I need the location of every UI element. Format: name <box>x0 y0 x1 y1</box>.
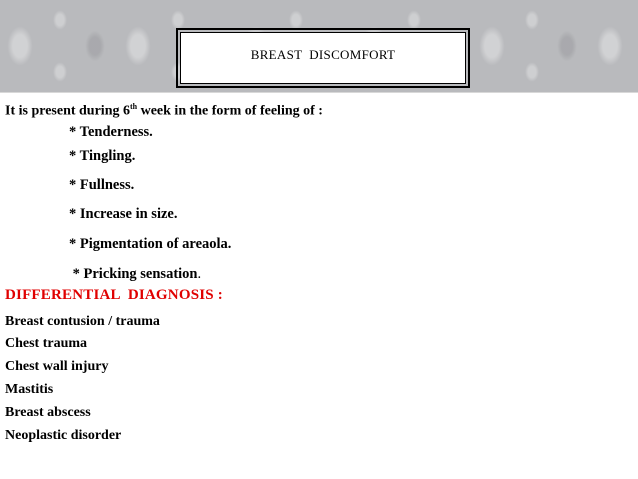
symptom-bullet-tingling: * Tingling. <box>69 148 136 164</box>
slide-title: BREAST DISCOMFORT <box>250 47 396 62</box>
symptom-bullet-fullness: * Fullness. <box>69 177 135 193</box>
pricking-text: * Pricking sensation <box>69 266 198 282</box>
differential-diagnosis-heading: DIFFERENTIAL DIAGNOSIS : <box>5 287 223 303</box>
diagnosis-item: Breast contusion / trauma <box>5 314 160 329</box>
symptom-bullet-pigmentation: * Pigmentation of areaola. <box>69 236 232 252</box>
pricking-period: . <box>197 266 202 282</box>
intro-text-end: week in the form of feeling of : <box>137 103 323 119</box>
diagnosis-item: Chest wall injury <box>5 359 109 374</box>
symptom-bullet-tenderness: * Tenderness. <box>69 124 153 140</box>
intro-superscript: th <box>129 102 138 111</box>
symptom-bullet-size: * Increase in size. <box>69 206 178 222</box>
diagnosis-item: Chest trauma <box>5 336 88 351</box>
diagnosis-item: Mastitis <box>5 382 54 397</box>
slide-title-box <box>180 32 466 84</box>
intro-text-start: It is present during 6 <box>5 103 130 119</box>
symptom-bullet-pricking <box>69 266 201 283</box>
diagnosis-item: Breast abscess <box>5 405 91 420</box>
diagnosis-item: Neoplastic disorder <box>5 428 122 443</box>
banner-divider <box>0 92 638 93</box>
intro-line <box>5 102 323 120</box>
